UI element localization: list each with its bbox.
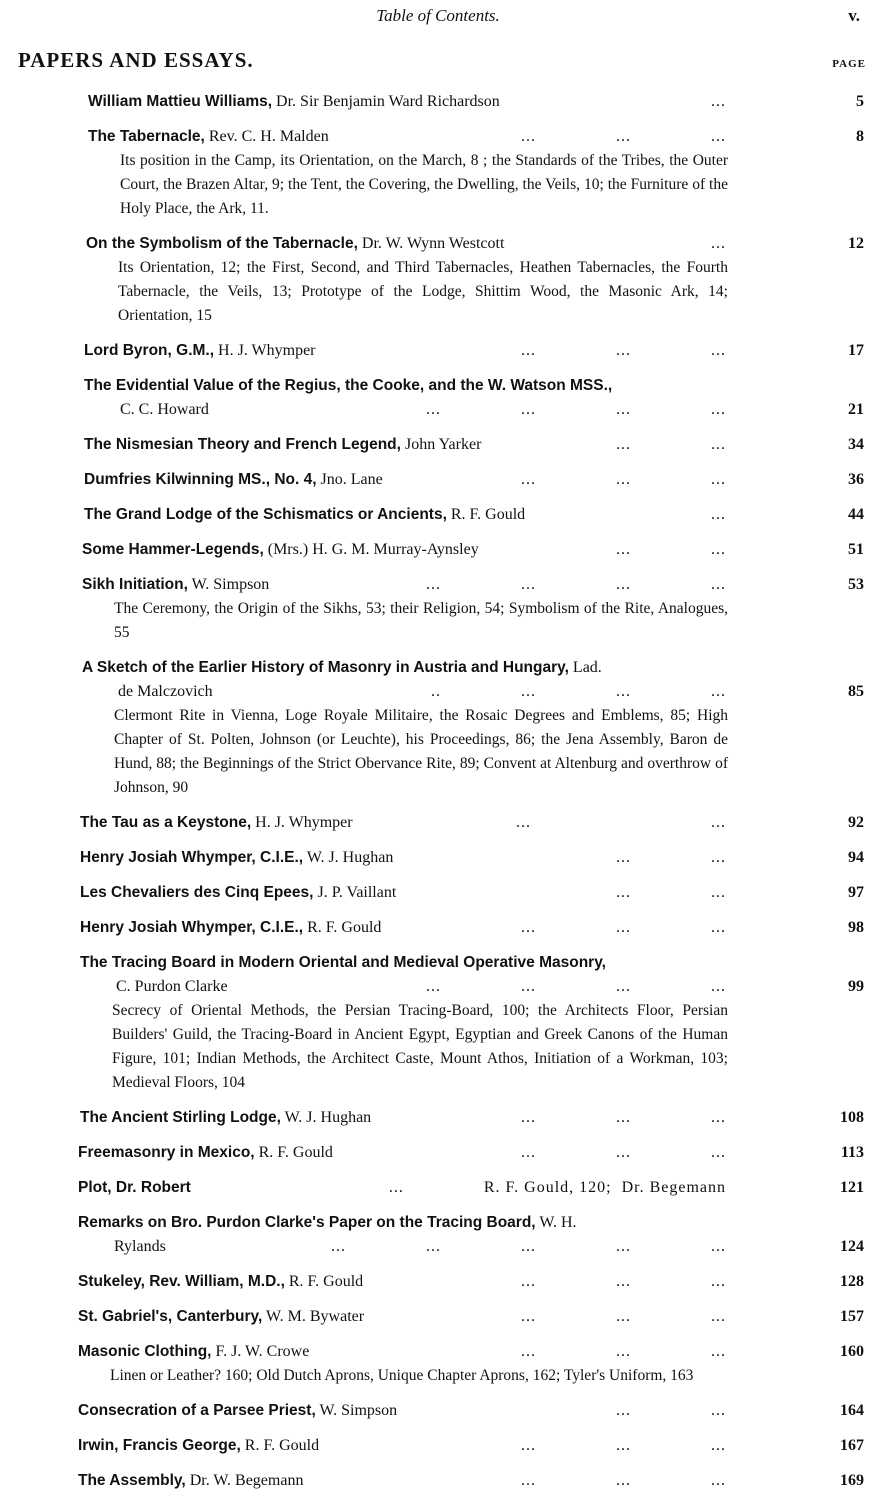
entry-line [0, 339, 876, 363]
page-folio: v. [848, 6, 860, 25]
page-number: 164 [840, 1402, 864, 1419]
entry-line [0, 125, 876, 149]
page-number: 8 [856, 128, 864, 145]
dot-leader: ... ... [516, 814, 726, 831]
toc-entry [0, 433, 876, 457]
toc-entry [0, 1305, 876, 1329]
entry-line [0, 1399, 876, 1423]
page-number: 12 [848, 235, 864, 252]
dot-leader: ... ... ... [521, 1472, 726, 1489]
entry-author-continued: de Malczovich [118, 683, 213, 700]
toc-entry [0, 538, 876, 562]
entry-title: The Ancient Stirling Lodge, [80, 1109, 281, 1126]
entry-title: Some Hammer-Legends, [82, 541, 264, 558]
dot-leader: ... ... [616, 884, 726, 901]
entry-author: Dr. W. Begemann [189, 1472, 304, 1489]
page-number: 21 [848, 401, 864, 418]
entry-author: Lad. [572, 659, 602, 676]
entry-title: The Tabernacle, [88, 128, 205, 145]
entry-line [0, 1106, 876, 1130]
entry-title: The Assembly, [78, 1472, 186, 1489]
page-number: 160 [840, 1343, 864, 1360]
entry-author: R. F. Gould [307, 919, 382, 936]
entry-continuation [0, 1235, 876, 1259]
entry-line [0, 881, 876, 905]
entry-author: Dr. Sir Benjamin Ward Richardson [276, 93, 500, 110]
entry-title: On the Symbolism of the Tabernacle, [86, 235, 358, 252]
entry-author: R. F. Gould [258, 1144, 333, 1161]
entry-title: The Tracing Board in Modern Oriental and Medieval Operative Masonry, [80, 954, 606, 971]
entry-line [0, 374, 876, 398]
entry-line [0, 90, 876, 114]
entry-title: The Tau as a Keystone, [80, 814, 252, 831]
entry-title: Dumfries Kilwinning MS., No. 4, [84, 471, 317, 488]
toc-entry [0, 846, 876, 870]
entry-continuation [0, 398, 876, 422]
page-number: 97 [848, 884, 864, 901]
entry-author: R. F. Gould [450, 506, 526, 523]
entry-line [0, 433, 876, 457]
page-number: 108 [840, 1109, 864, 1126]
entry-line [0, 468, 876, 492]
toc-entry [0, 881, 876, 905]
toc-entry [0, 90, 876, 114]
entry-author: Rev. C. H. Malden [208, 128, 329, 145]
entry-line [0, 1305, 876, 1329]
entry-line [0, 916, 876, 940]
running-title: Table of Contents. [376, 6, 500, 25]
entry-author: H. J. Whymper [218, 342, 316, 359]
entry-description: The Ceremony, the Origin of the Sikhs, 53; their Religion, 54; Symbolism of the Rite, Analogues, 55 [114, 600, 728, 641]
page-number: 94 [848, 849, 864, 866]
entry-line [0, 1211, 876, 1235]
entry-author: W. M. Bywater [266, 1308, 365, 1325]
toc-entry [0, 125, 876, 221]
page-number: 53 [848, 576, 864, 593]
entry-title: Consecration of a Parsee Priest, [78, 1402, 316, 1419]
dot-leader: ... ... ... [521, 1273, 726, 1290]
entry-description: Its position in the Camp, its Orientation, on the March, 8 ; the Standards of the Tribes, the Outer Court, the Brazen Altar, 9; the Tent, the Covering, the Dwelling, the Veils, 10; the Furniture of the Holy Place, the Ark, 11. [120, 152, 728, 217]
entry-author-continued: C. C. Howard [120, 401, 209, 418]
dot-leader: ... ... ... [521, 1308, 726, 1325]
entry-line [0, 1469, 876, 1493]
toc-entry [0, 951, 876, 1095]
entry-title: Irwin, Francis George, [78, 1437, 241, 1454]
entry-title: Stukeley, Rev. William, M.D., [78, 1273, 285, 1290]
toc-entry [0, 573, 876, 645]
page-number: 128 [840, 1273, 864, 1290]
running-header [0, 6, 876, 34]
entry-line [0, 811, 876, 835]
dot-leader: ... ... ... [521, 919, 726, 936]
toc-entry [0, 1141, 876, 1165]
dot-leader: ... ... ... [521, 342, 726, 359]
page-number: 92 [848, 814, 864, 831]
entry-title: St. Gabriel's, Canterbury, [78, 1308, 263, 1325]
page-number: 167 [840, 1437, 864, 1454]
toc-entry [0, 656, 876, 800]
toc-entry [0, 811, 876, 835]
dot-leader: ... ... [616, 541, 726, 558]
toc-entry [0, 1340, 876, 1388]
entry-line [0, 1434, 876, 1458]
toc-entry [0, 468, 876, 492]
entry-author: F. J. W. Crowe [215, 1343, 310, 1360]
entry-title: The Nismesian Theory and French Legend, [84, 436, 401, 453]
entry-author: R. F. Gould [288, 1273, 364, 1290]
dot-leader: ... ... [616, 849, 726, 866]
entry-title: Sikh Initiation, [82, 576, 188, 593]
page-number: 17 [848, 342, 864, 359]
toc-entry [0, 339, 876, 363]
entry-title: Henry Josiah Whymper, C.I.E., [80, 849, 304, 866]
dot-leader: ... ... [616, 436, 726, 453]
toc-entry [0, 1106, 876, 1130]
page-number: 169 [840, 1472, 864, 1489]
entry-title: Masonic Clothing, [78, 1343, 212, 1360]
dot-leader: ... ... ... ... [426, 978, 726, 995]
page-number: 44 [848, 506, 864, 523]
entry-title: Freemasonry in Mexico, [78, 1144, 255, 1161]
entry-author: Dr. W. Wynn Westcott [361, 235, 505, 252]
dot-leader: ... ... ... ... [426, 401, 726, 418]
entry-title: The Grand Lodge of the Schismatics or Ancients, [84, 506, 447, 523]
entry-author: W. J. Hughan [284, 1109, 372, 1126]
entry-title: Plot, Dr. Robert [78, 1179, 191, 1196]
page-number: 34 [848, 436, 864, 453]
entry-line [0, 573, 876, 597]
toc-entry [0, 1176, 876, 1200]
entry-title: William Mattieu Williams, [88, 93, 273, 110]
entry-title: Les Chevaliers des Cinq Epees, [80, 884, 314, 901]
dot-leader: ... ... ... ... ... [331, 1238, 726, 1255]
toc-entry [0, 1434, 876, 1458]
page-number: 113 [840, 1144, 864, 1161]
section-title: PAPERS AND ESSAYS. [18, 48, 254, 72]
entry-author: H. J. Whymper [255, 814, 353, 831]
dot-leader: ... ... ... [521, 471, 726, 488]
page-number: 99 [848, 978, 864, 995]
toc-entry [0, 232, 876, 328]
entry-description: Clermont Rite in Vienna, Loge Royale Militaire, the Rosaic Degrees and Emblems, 85; High Chapter of St. Polten, Johnson (or Leuchte), his Proceedings, 86; the Jena Assembly, Baron de Hund, 88; the Beginnings of the Strict Obervance Rite, 89; Convent at Altenburg and overthrow of Johnson, 90 [114, 707, 728, 796]
entry-author: W. Simpson [191, 576, 270, 593]
page-number: 36 [848, 471, 864, 488]
entry-continuation [0, 680, 876, 704]
entry-author: Jno. Lane [320, 471, 383, 488]
entry-title: A Sketch of the Earlier History of Masonry in Austria and Hungary, [82, 659, 569, 676]
entry-description: Its Orientation, 12; the First, Second, and Third Tabernacles, Heathen Tabernacles, the Fourth Tabernacle, the Veils, 13; Prototype of the Lodge, Shittim Wood, the Masonic Ark, 14; Orientation, 15 [118, 259, 728, 324]
page-column-label: PAGE [832, 58, 866, 70]
entry-author-continued: C. Purdon Clarke [116, 978, 228, 995]
page-number: 157 [840, 1308, 864, 1325]
entry-author: John Yarker [404, 436, 482, 453]
entry-title: Remarks on Bro. Purdon Clarke's Paper on the Tracing Board, [78, 1214, 536, 1231]
toc-entries [0, 90, 876, 1504]
dot-leader: ... ... ... [521, 1343, 726, 1360]
entry-line [0, 846, 876, 870]
dot-leader: .. ... ... ... [431, 683, 726, 700]
entry-line [0, 656, 876, 680]
toc-entry [0, 1399, 876, 1423]
page-number: 85 [848, 683, 864, 700]
entry-line [0, 1340, 876, 1364]
entry-line [0, 232, 876, 256]
page-number: 121 [840, 1179, 864, 1196]
page-number: 51 [848, 541, 864, 558]
entry-author: (Mrs.) H. G. M. Murray-Aynsley [267, 541, 479, 558]
entry-author: R. F. Gould [244, 1437, 320, 1454]
page-number: 5 [856, 93, 864, 110]
toc-entry [0, 374, 876, 422]
entry-author: J. P. Vaillant [317, 884, 397, 901]
toc-entry [0, 916, 876, 940]
entry-description: Secrecy of Oriental Methods, the Persian Tracing-Board, 100; the Architects Floor, Persian Builders' Guild, the Tracing-Board in Ancient Egypt, Egyptian and Greek Canons of the Human Figure, 101; Indian Methods, the Architect Caste, Mount Athos, Initiation of a Workman, 103; Medieval Floors, 104 [112, 1002, 728, 1091]
dot-leader: ... ... ... ... [426, 576, 726, 593]
dot-leader: ... [711, 235, 726, 252]
toc-entry [0, 1270, 876, 1294]
dot-leader: ... [711, 93, 726, 110]
page-number: 98 [848, 919, 864, 936]
dot-leader: ... ... [616, 1402, 726, 1419]
dot-leader: ... R. F. Gould, 120; Dr. Begemann [388, 1179, 726, 1196]
entry-line [0, 503, 876, 527]
toc-entry [0, 1469, 876, 1493]
entry-line [0, 1176, 876, 1200]
entry-author: W. H. [539, 1214, 577, 1231]
page-number: 124 [840, 1238, 864, 1255]
entry-continuation [0, 975, 876, 999]
entry-description: Linen or Leather? 160; Old Dutch Aprons, Unique Chapter Aprons, 162; Tyler's Uniform, 163 [110, 1367, 694, 1384]
entry-title: Lord Byron, G.M., [84, 342, 215, 359]
dot-leader: ... ... ... [521, 1144, 726, 1161]
entry-title: Henry Josiah Whymper, C.I.E., [80, 919, 304, 936]
dot-leader: ... ... ... [521, 1437, 726, 1454]
entry-line [0, 538, 876, 562]
dot-leader: ... [711, 506, 726, 523]
toc-entry [0, 503, 876, 527]
entry-line [0, 951, 876, 975]
dot-leader: ... ... ... [521, 1109, 726, 1126]
entry-author-continued: Rylands [114, 1238, 166, 1255]
entry-line [0, 1141, 876, 1165]
toc-entry [0, 1211, 876, 1259]
entry-line [0, 1270, 876, 1294]
dot-leader: ... ... ... [521, 128, 726, 145]
entry-title: The Evidential Value of the Regius, the Cooke, and the W. Watson MSS., [84, 377, 613, 394]
entry-author: W. J. Hughan [306, 849, 394, 866]
entry-author: W. Simpson [319, 1402, 398, 1419]
